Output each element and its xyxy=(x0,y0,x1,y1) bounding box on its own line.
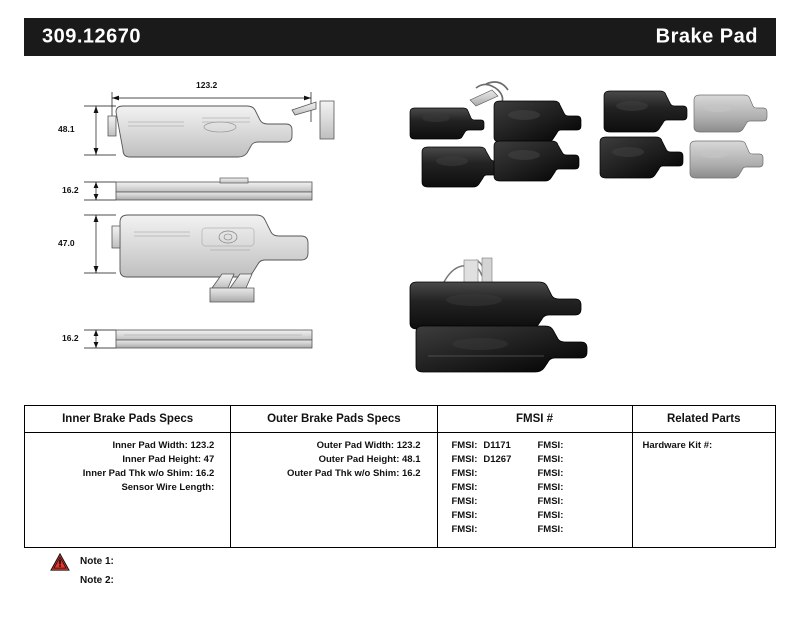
related-hardware-kit: Hardware Kit #: xyxy=(642,440,713,451)
column-body-outer xyxy=(231,433,436,545)
outer-pad-side-view xyxy=(84,330,312,348)
fmsi-label: FMSI: xyxy=(537,468,564,479)
fmsi-row xyxy=(538,523,624,537)
header-bar xyxy=(24,18,776,56)
note-1: Note 1: xyxy=(80,556,114,567)
fmsi-row xyxy=(452,467,538,481)
spec-sensor-wire-length: Sensor Wire Length: xyxy=(121,482,215,493)
spec-outer-pad-width: Outer Pad Width: 123.2 xyxy=(316,440,421,451)
warning-triangle-icon xyxy=(50,553,70,571)
notes-section xyxy=(50,552,350,590)
fmsi-row xyxy=(538,495,624,509)
column-header-inner: Inner Brake Pads Specs xyxy=(25,406,230,433)
column-body-fmsi xyxy=(438,433,632,547)
fmsi-row xyxy=(538,509,624,523)
brake-pad-photo-cluster-left xyxy=(410,82,581,187)
dimension-label-inner-thickness: 16.2 xyxy=(62,185,79,195)
fmsi-row xyxy=(452,453,538,467)
dimension-label-outer-height: 47.0 xyxy=(58,238,75,248)
brake-pad-photo-pair-bottom xyxy=(410,258,587,372)
column-outer-brake-pads-specs xyxy=(231,406,437,547)
dimension-label-outer-thickness: 16.2 xyxy=(62,333,79,343)
column-body-inner xyxy=(25,433,230,545)
sensor-clip-drawing xyxy=(210,274,254,302)
technical-drawing-area xyxy=(24,60,776,390)
specifications-table xyxy=(24,405,776,548)
fmsi-left-column xyxy=(452,439,538,537)
fmsi-row xyxy=(538,453,624,467)
fmsi-label: FMSI: xyxy=(537,454,564,465)
fmsi-row xyxy=(452,509,538,523)
fmsi-row xyxy=(538,481,624,495)
dimension-label-inner-height: 48.1 xyxy=(58,124,75,134)
column-header-outer: Outer Brake Pads Specs xyxy=(231,406,436,433)
fmsi-label: FMSI: xyxy=(451,496,478,507)
fmsi-row xyxy=(538,439,624,453)
fmsi-label: FMSI: xyxy=(451,454,478,465)
fmsi-row xyxy=(538,467,624,481)
brake-pad-photo-cluster-right xyxy=(600,91,767,178)
dimension-label-inner-width: 123.2 xyxy=(196,80,218,90)
column-body-related-parts xyxy=(633,433,776,545)
column-related-parts xyxy=(633,406,776,547)
spec-inner-pad-width: Inner Pad Width: 123.2 xyxy=(112,440,215,451)
fmsi-right-column xyxy=(538,439,624,537)
fmsi-row xyxy=(452,523,538,537)
fmsi-label: FMSI: xyxy=(537,440,564,451)
document-type-title: Brake Pad xyxy=(655,25,758,48)
fmsi-value: D1171 xyxy=(483,440,511,451)
fmsi-row xyxy=(452,495,538,509)
outer-pad-front-view xyxy=(84,215,308,277)
fmsi-label: FMSI: xyxy=(537,524,564,535)
spec-outer-pad-height: Outer Pad Height: 48.1 xyxy=(318,454,421,465)
spec-outer-pad-thickness: Outer Pad Thk w/o Shim: 16.2 xyxy=(286,468,421,479)
fmsi-row xyxy=(452,481,538,495)
fmsi-label: FMSI: xyxy=(451,510,478,521)
fmsi-label: FMSI: xyxy=(537,482,564,493)
fmsi-label: FMSI: xyxy=(537,510,564,521)
fmsi-label: FMSI: xyxy=(537,496,564,507)
column-inner-brake-pads-specs xyxy=(25,406,231,547)
fmsi-label: FMSI: xyxy=(451,468,478,479)
part-number: 309.12670 xyxy=(42,25,142,48)
column-header-fmsi: FMSI # xyxy=(438,406,632,433)
note-2: Note 2: xyxy=(80,575,114,586)
fmsi-label: FMSI: xyxy=(451,482,478,493)
inner-pad-side-view xyxy=(84,178,312,200)
brake-pad-drawings-svg xyxy=(24,60,776,390)
fmsi-value: D1267 xyxy=(483,454,512,465)
column-fmsi xyxy=(438,406,633,547)
spec-inner-pad-thickness: Inner Pad Thk w/o Shim: 16.2 xyxy=(82,468,215,479)
column-header-related-parts: Related Parts xyxy=(633,406,776,433)
inner-pad-front-view xyxy=(84,92,334,157)
fmsi-label: FMSI: xyxy=(451,524,478,535)
fmsi-row xyxy=(452,439,538,453)
spec-inner-pad-height: Inner Pad Height: 47 xyxy=(122,454,215,465)
fmsi-label: FMSI: xyxy=(451,440,478,451)
